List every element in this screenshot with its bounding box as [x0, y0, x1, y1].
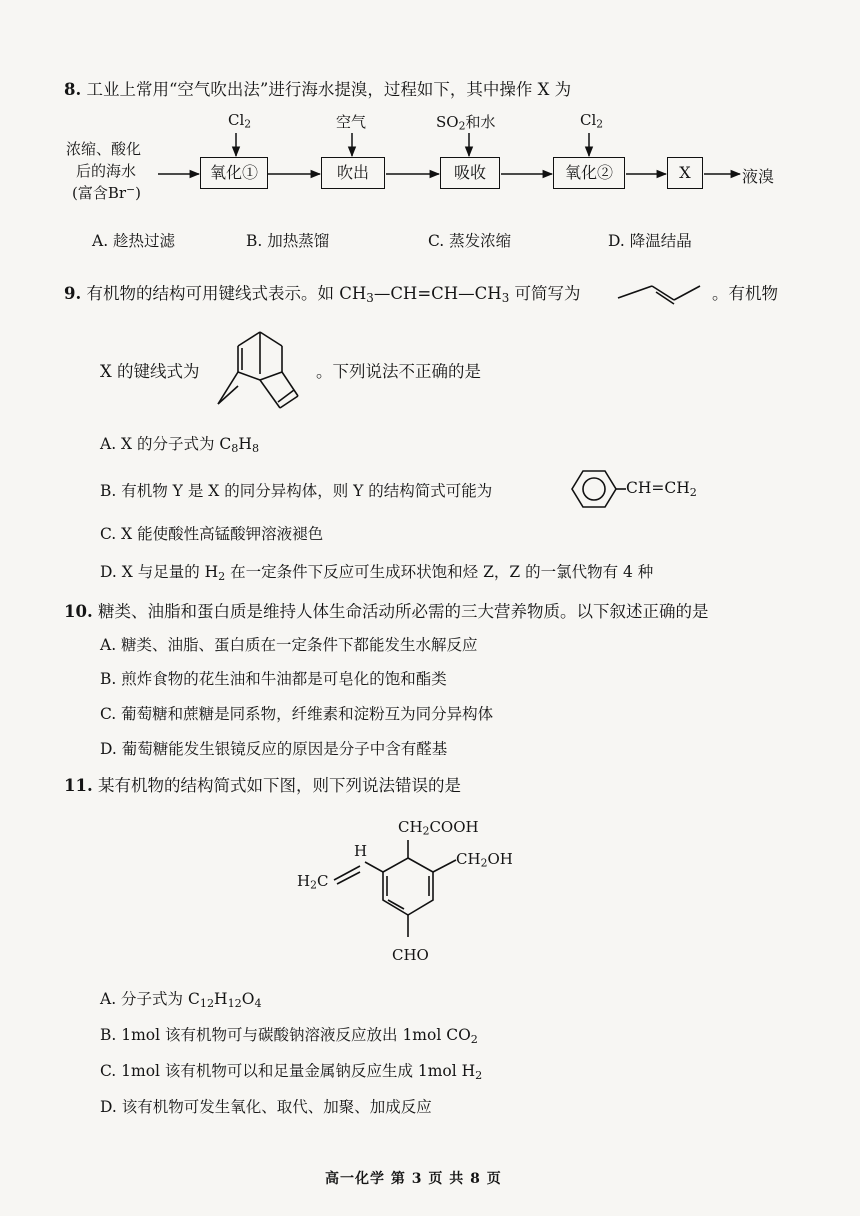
q8-step-box-x: X [667, 157, 703, 189]
q11-number: 11. [64, 776, 93, 795]
q8-product: 液溴 [742, 167, 775, 186]
q8-reagent-2: 空气 [336, 113, 367, 131]
q8-input-line-2: 后的海水 [76, 162, 137, 180]
q11-label-right: $CH_2OH$ [456, 850, 513, 870]
q8-reagent-4: $Cl_2$ [580, 111, 604, 131]
q8-option-b: B. 加热蒸馏 [246, 232, 330, 250]
q11-label-top: $CH_2COOH$ [398, 818, 479, 838]
q11-option-d: D. 该有机物可发生氧化、取代、加聚、加成反应 [100, 1098, 432, 1116]
q8-option-d: D. 降温结晶 [608, 232, 692, 250]
q8-input-line-1: 浓缩、酸化 [66, 140, 142, 158]
q10-stem-text: 糖类、油脂和蛋白质是维持人体生命活动所必需的三大营养物质。以下叙述正确的是 [97, 602, 709, 621]
q9-number: 9. [64, 284, 82, 303]
q11-stem-text: 某有机物的结构简式如下图，则下列说法错误的是 [97, 776, 461, 795]
q10-option-c: C. 葡萄糖和蔗糖是同系物，纤维素和淀粉互为同分异构体 [100, 705, 494, 723]
q8-step-box-1: 氧化① [200, 157, 268, 189]
q11-option-b: B. 1mol 该有机物可与碳酸钠溶液反应放出 1mol $CO_2$ [100, 1026, 478, 1046]
q8-step-box-2: 吹出 [321, 157, 385, 189]
q9-option-c: C. X 能使酸性高锰酸钾溶液褪色 [100, 525, 324, 543]
page-footer: 高一化学 第 3 页 共 8 页 [325, 1171, 502, 1187]
q11-option-a: A. 分子式为 $C_{12}H_{12}O_4$ [100, 990, 262, 1010]
q9-stem-a: 有机物的结构可用键线式表示。如 $CH_3—CH=CH—CH_3$ 可简写为 [86, 284, 581, 305]
q9-stem-b: 。有机物 [712, 284, 778, 303]
q8-reagent-3: $SO_2$和水 [436, 113, 496, 133]
q11-label-vinyl-left: $H_2C$ [297, 872, 329, 892]
q11-label-vinyl-h: H [354, 842, 368, 860]
q9-option-b-group: $CH=CH_2$ [626, 479, 697, 499]
q8-step-box-4: 氧化② [553, 157, 625, 189]
q11-option-c: C. 1mol 该有机物可以和足量金属钠反应生成 1mol $H_2$ [100, 1062, 483, 1082]
q9-option-b: B. 有机物 Y 是 X 的同分异构体，则 Y 的结构简式可能为 [100, 482, 493, 500]
q9-stem-c: X 的键线式为 [100, 362, 200, 381]
q11-label-bottom: CHO [392, 946, 429, 964]
q9-option-a: A. X 的分子式为 $C_8H_8$ [100, 435, 260, 455]
q10-option-d: D. 葡萄糖能发生银镜反应的原因是分子中含有醛基 [100, 740, 448, 758]
q8-option-c: C. 蒸发浓缩 [428, 232, 512, 250]
q10-option-a: A. 糖类、油脂、蛋白质在一定条件下都能发生水解反应 [100, 636, 478, 654]
q10-option-b: B. 煎炸食物的花生油和牛油都是可皂化的饱和酯类 [100, 670, 447, 688]
q8-number: 8. [64, 80, 82, 99]
q8-option-a: A. 趁热过滤 [92, 232, 176, 250]
q8-reagent-1: $Cl_2$ [228, 111, 252, 131]
q8-step-box-3: 吸收 [440, 157, 500, 189]
q9-stem-d: 。下列说法不正确的是 [316, 362, 481, 381]
q8-stem-text: 工业上常用“空气吹出法”进行海水提溴，过程如下，其中操作 X 为 [86, 80, 572, 99]
q8-input-line-3: (富含Br−) [72, 183, 141, 202]
q9-option-d: D. X 与足量的 $H_2$ 在一定条件下反应可生成环状饱和烃 Z，Z 的一氯代物有 4 种 [100, 563, 654, 583]
q10-number: 10. [64, 602, 93, 621]
